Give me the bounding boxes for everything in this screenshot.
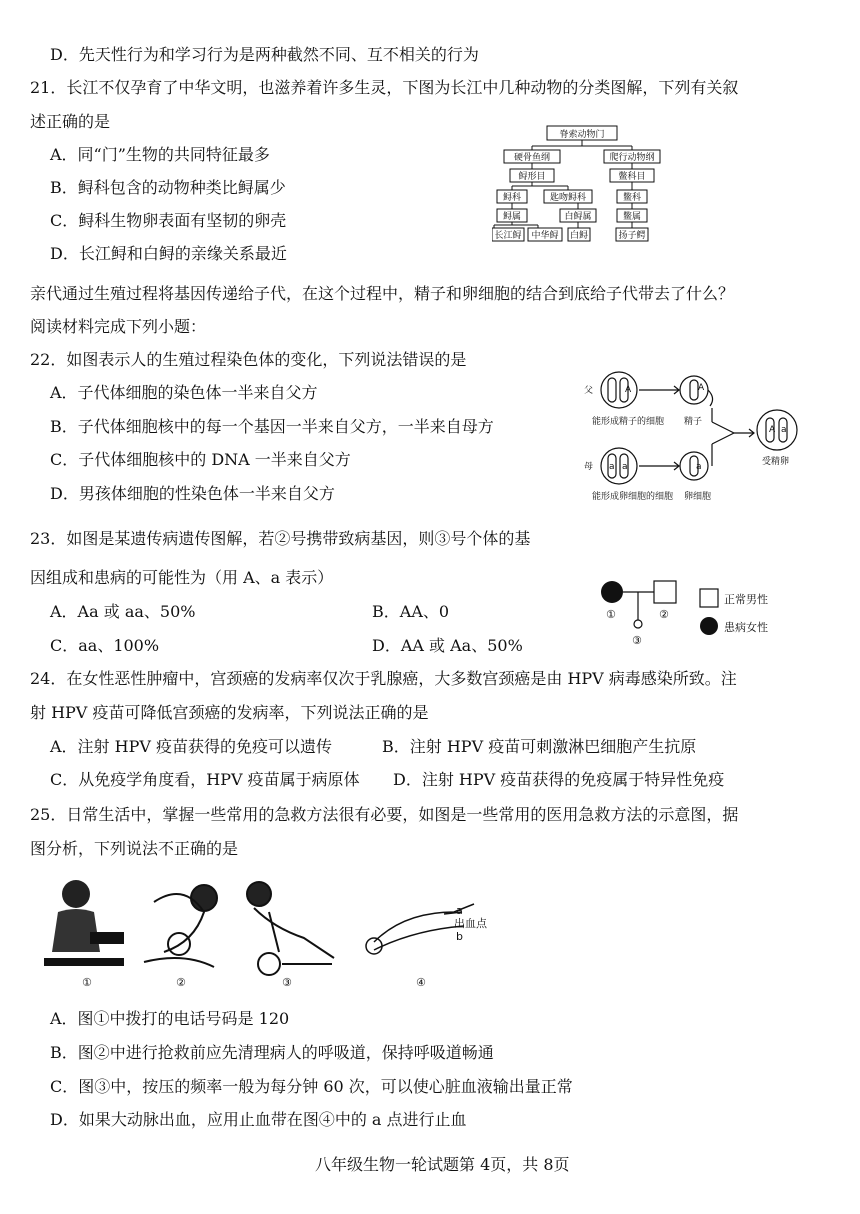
pedigree-label-3: ③	[632, 634, 642, 646]
tree-species-1: 长江鲟	[494, 231, 522, 241]
label-mother: 母	[584, 462, 594, 472]
legend-male-label: 正常男性	[724, 593, 768, 606]
label-sperm: 精子	[684, 417, 703, 427]
label-mother-cell: 能形成卵细胞的细胞	[592, 492, 674, 502]
tree-family-3: 鳖科	[622, 193, 642, 203]
legend-male-symbol	[700, 589, 718, 607]
tree-class-2: 爬行动物纲	[609, 153, 655, 163]
q21-option-d: D．长江鲟和白鲟的亲缘关系最近	[50, 244, 287, 263]
figure-2-airway	[144, 885, 217, 967]
q24-option-a: A．注射 HPV 疫苗获得的免疫可以遗传	[50, 737, 333, 756]
q21-stem-line2: 述正确的是	[30, 112, 111, 131]
fig-number-3: ③	[282, 976, 292, 989]
q21-option-a: A．同“门”生物的共同特征最多	[50, 145, 270, 164]
q21-option-b: B．鲟科包含的动物种类比鲟属少	[50, 178, 286, 197]
tree-genus-2: 白鲟属	[564, 212, 592, 222]
q22-option-c: C．子代体细胞核中的 DNA 一半来自父方	[50, 450, 351, 469]
gene-mother-a2: a	[622, 462, 628, 472]
q22-stem: 22．如图表示人的生殖过程染色体的变化，下列说法错误的是	[30, 350, 467, 369]
q24-stem-line1: 24．在女性恶性肿瘤中，宫颈癌的发病率仅次于乳腺癌，大多数宫颈癌是由 HPV 病毒感染所致。注	[30, 669, 737, 688]
q24-stem-line2: 射 HPV 疫苗可降低宫颈癌的发病率，下列说法正确的是	[30, 703, 429, 722]
tree-species-2: 中华鲟	[531, 231, 559, 241]
q23-option-b: B．AA、0	[372, 602, 450, 621]
page-footer: 八年级生物一轮试题第 4页，共 8页	[315, 1155, 570, 1174]
tree-genus-1: 鲟属	[502, 212, 522, 222]
fig-number-2: ②	[176, 976, 186, 989]
q25-option-c: C．图③中，按压的频率一般为每分钟 60 次，可以使心脏血液输出量正常	[50, 1077, 573, 1096]
q21-classification-tree	[492, 124, 672, 242]
q23-stem-line1: 23．如图是某遗传病遗传图解，若②号携带致病基因，则③号个体的基	[30, 529, 531, 548]
label-father: 父	[584, 386, 594, 396]
q21-option-c: C．鲟科生物卵表面有坚韧的卵壳	[50, 211, 287, 230]
fig4-label-a: a	[456, 904, 463, 917]
legend-female-symbol	[700, 617, 718, 635]
tree-family-2: 匙吻鲟科	[549, 193, 587, 203]
fig-number-4: ④	[416, 976, 426, 989]
label-father-cell: 能形成精子的细胞	[592, 417, 665, 427]
q21-stem-line1: 21．长江不仅孕育了中华文明，也滋养着许多生灵，下图为长江中几种动物的分类图解，下列有关叙	[30, 78, 739, 97]
legend-female-label: 患病女性	[724, 621, 768, 634]
pedigree-label-2: ②	[659, 608, 669, 621]
gene-sperm-A: A	[698, 383, 705, 393]
tree-species-4: 扬子鳄	[618, 231, 646, 241]
q23-option-c: C．aa、100%	[50, 636, 160, 655]
fig4-label-b: b	[456, 930, 463, 943]
tree-root: 脊索动物门	[559, 130, 605, 140]
q25-first-aid-figures	[44, 872, 514, 992]
pedigree-label-1: ①	[606, 608, 616, 621]
fig-number-1: ①	[82, 976, 92, 989]
q25-option-a: A．图①中拨打的电话号码是 120	[50, 1009, 290, 1028]
q25-stem-line2: 图分析，下列说法不正确的是	[30, 839, 239, 858]
fig4-label-bleed-point: 出血点	[454, 917, 487, 930]
q24-option-c: C．从免疫学角度看，HPV 疫苗属于病原体	[50, 770, 360, 789]
q22-option-a: A．子代体细胞的染色体一半来自父方	[50, 383, 318, 402]
gene-father-A: A	[625, 385, 632, 395]
q25-option-d: D．如果大动脉出血，应用止血带在图④中的 a 点进行止血	[50, 1110, 467, 1129]
q22-option-d: D．男孩体细胞的性染色体一半来自父方	[50, 484, 335, 503]
tree-class-1: 硬骨鱼纲	[513, 153, 551, 163]
tree-genus-3: 鳖属	[622, 212, 642, 222]
q23-pedigree	[592, 574, 782, 646]
intro-line2: 阅读材料完成下列小题：	[30, 317, 207, 336]
intro-line1: 亲代通过生殖过程将基因传递给子代，在这个过程中，精子和卵细胞的结合到底给子代带去了什么？	[30, 284, 735, 303]
label-zygote: 受精卵	[762, 457, 790, 467]
gene-zygote-A: A	[769, 425, 776, 435]
q22-option-b: B．子代体细胞核中的每一个基因一半来自父方，一半来自母方	[50, 417, 494, 436]
q22-reproduction-figure	[584, 368, 814, 508]
q25-stem-line1: 25．日常生活中，掌握一些常用的急救方法很有必要，如图是一些常用的医用急救方法的示意图，据	[30, 805, 739, 824]
tree-family-1: 鲟科	[502, 193, 522, 203]
q24-option-d: D．注射 HPV 疫苗获得的免疫属于特异性免疫	[393, 770, 725, 789]
label-egg: 卵细胞	[684, 492, 712, 502]
q23-option-a: A．Aa 或 aa、50%	[50, 602, 196, 621]
figure-1-phone-call	[44, 880, 124, 966]
tree-order-2: 鳖科目	[618, 172, 646, 182]
q23-stem-line2: 因组成和患病的可能性为（用 A、a 表示）	[30, 568, 334, 587]
unknown-child-3	[634, 620, 642, 628]
q23-option-d: D．AA 或 Aa、50%	[372, 636, 523, 655]
tree-order-1: 鲟形目	[518, 172, 546, 182]
tree-species-3: 白鲟	[569, 231, 589, 241]
q20-option-d: D．先天性行为和学习行为是两种截然不同、互不相关的行为	[50, 45, 479, 64]
gene-egg-a: a	[696, 462, 702, 472]
figure-3-chest-compression	[247, 882, 334, 975]
gene-mother-a1: a	[609, 462, 615, 472]
q24-option-b: B．注射 HPV 疫苗可刺激淋巴细胞产生抗原	[382, 737, 697, 756]
normal-male-2	[654, 581, 676, 603]
affected-female-1	[601, 581, 623, 603]
q25-option-b: B．图②中进行抢救前应先清理病人的呼吸道，保持呼吸道畅通	[50, 1043, 494, 1062]
gene-zygote-a: a	[781, 425, 787, 435]
